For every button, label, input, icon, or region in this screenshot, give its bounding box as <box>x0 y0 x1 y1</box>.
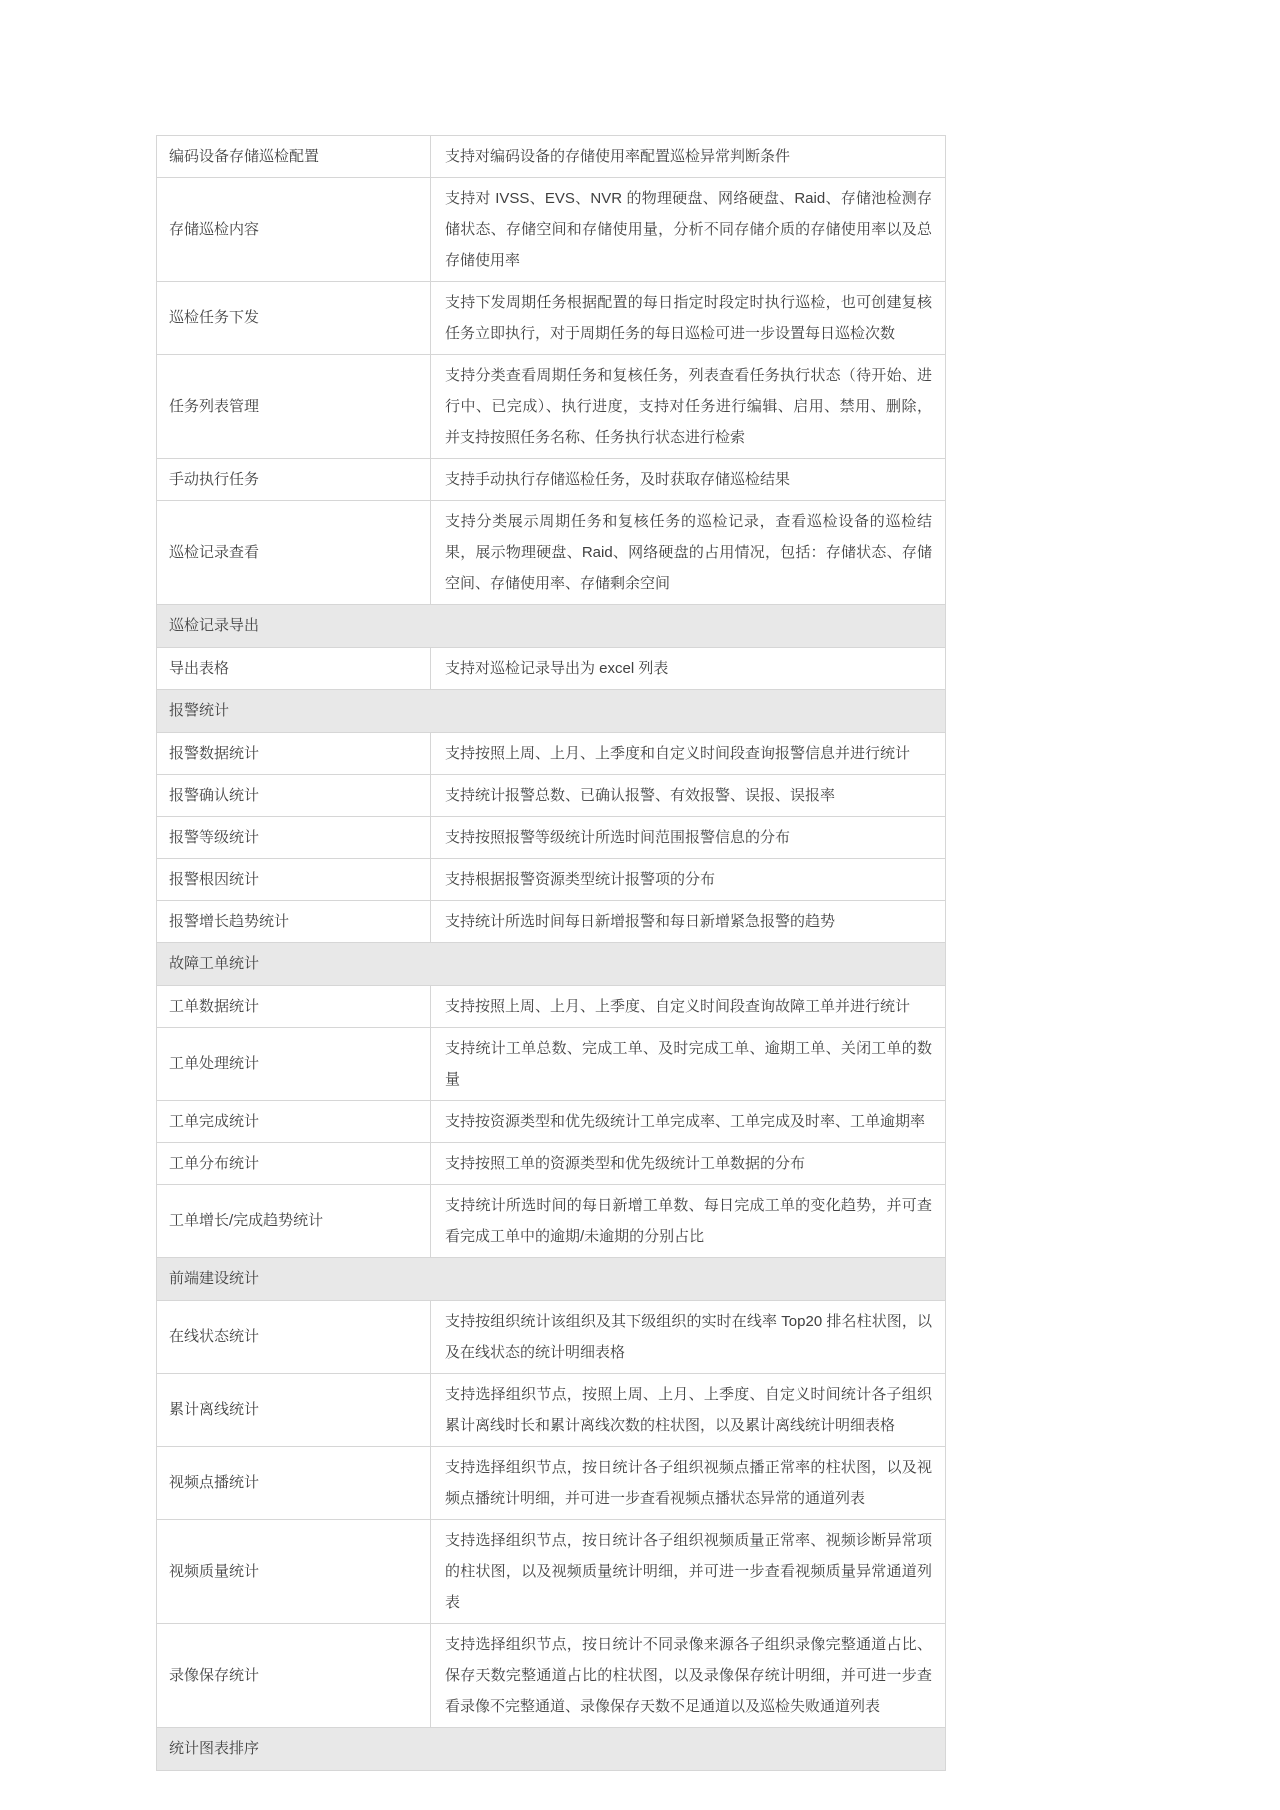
feature-spec-table <box>156 135 946 1771</box>
feature-desc-cell: 支持统计工单总数、完成工单、及时完成工单、逾期工单、关闭工单的数量 <box>431 1028 946 1101</box>
feature-name-cell: 导出表格 <box>157 648 431 690</box>
table-row <box>157 459 946 501</box>
table-row <box>157 986 946 1028</box>
feature-desc-cell: 支持统计所选时间的每日新增工单数、每日完成工单的变化趋势，并可查看完成工单中的逾期/未逾期的分别占比 <box>431 1185 946 1258</box>
feature-desc-cell: 支持按照上周、上月、上季度和自定义时间段查询报警信息并进行统计 <box>431 733 946 775</box>
table-row <box>157 817 946 859</box>
feature-name-cell: 报警确认统计 <box>157 775 431 817</box>
table-row <box>157 859 946 901</box>
feature-name-cell: 视频点播统计 <box>157 1447 431 1520</box>
table-row <box>157 733 946 775</box>
feature-desc-cell: 支持对 IVSS、EVS、NVR 的物理硬盘、网络硬盘、Raid、存储池检测存储状态、存储空间和存储使用量，分析不同存储介质的存储使用率以及总存储使用率 <box>431 178 946 282</box>
feature-desc-cell: 支持按照报警等级统计所选时间范围报警信息的分布 <box>431 817 946 859</box>
feature-name-cell: 工单分布统计 <box>157 1143 431 1185</box>
feature-spec-table-body <box>157 136 946 1771</box>
table-row <box>157 901 946 943</box>
table-row <box>157 178 946 282</box>
feature-desc-cell: 支持对巡检记录导出为 excel 列表 <box>431 648 946 690</box>
table-row <box>157 1143 946 1185</box>
feature-desc-cell: 支持选择组织节点，按日统计各子组织视频质量正常率、视频诊断异常项的柱状图，以及视频质量统计明细，并可进一步查看视频质量异常通道列表 <box>431 1520 946 1624</box>
section-row <box>157 943 946 986</box>
feature-desc-cell: 支持选择组织节点，按照上周、上月、上季度、自定义时间统计各子组织累计离线时长和累计离线次数的柱状图，以及累计离线统计明细表格 <box>431 1374 946 1447</box>
table-row <box>157 1101 946 1143</box>
feature-desc-cell: 支持按组织统计该组织及其下级组织的实时在线率 Top20 排名柱状图，以及在线状态的统计明细表格 <box>431 1301 946 1374</box>
feature-desc-cell: 支持按照上周、上月、上季度、自定义时间段查询故障工单并进行统计 <box>431 986 946 1028</box>
feature-name-cell: 工单数据统计 <box>157 986 431 1028</box>
table-row <box>157 136 946 178</box>
table-row <box>157 1185 946 1258</box>
feature-name-cell: 报警增长趋势统计 <box>157 901 431 943</box>
feature-desc-cell: 支持选择组织节点，按日统计不同录像来源各子组织录像完整通道占比、保存天数完整通道占比的柱状图，以及录像保存统计明细，并可进一步查看录像不完整通道、录像保存天数不足通道以及巡检失败通道列表 <box>431 1624 946 1728</box>
feature-name-cell: 存储巡检内容 <box>157 178 431 282</box>
feature-name-cell: 任务列表管理 <box>157 355 431 459</box>
table-row <box>157 1520 946 1624</box>
feature-name-cell: 录像保存统计 <box>157 1624 431 1728</box>
feature-name-cell: 在线状态统计 <box>157 1301 431 1374</box>
table-row <box>157 1301 946 1374</box>
table-row <box>157 775 946 817</box>
table-row <box>157 648 946 690</box>
section-header-label: 前端建设统计 <box>157 1258 946 1301</box>
feature-name-cell: 巡检任务下发 <box>157 282 431 355</box>
feature-desc-cell: 支持手动执行存储巡检任务，及时获取存储巡检结果 <box>431 459 946 501</box>
feature-name-cell: 报警等级统计 <box>157 817 431 859</box>
feature-desc-cell: 支持下发周期任务根据配置的每日指定时段定时执行巡检，也可创建复核任务立即执行，对于周期任务的每日巡检可进一步设置每日巡检次数 <box>431 282 946 355</box>
section-row <box>157 1258 946 1301</box>
table-row <box>157 355 946 459</box>
section-header-label: 报警统计 <box>157 690 946 733</box>
feature-desc-cell: 支持分类展示周期任务和复核任务的巡检记录，查看巡检设备的巡检结果，展示物理硬盘、Raid、网络硬盘的占用情况，包括：存储状态、存储空间、存储使用率、存储剩余空间 <box>431 501 946 605</box>
section-header-label: 故障工单统计 <box>157 943 946 986</box>
feature-name-cell: 工单处理统计 <box>157 1028 431 1101</box>
feature-desc-cell: 支持按资源类型和优先级统计工单完成率、工单完成及时率、工单逾期率 <box>431 1101 946 1143</box>
table-row <box>157 1374 946 1447</box>
section-row <box>157 1728 946 1771</box>
table-row <box>157 282 946 355</box>
section-header-label: 统计图表排序 <box>157 1728 946 1771</box>
table-row <box>157 1624 946 1728</box>
feature-name-cell: 视频质量统计 <box>157 1520 431 1624</box>
feature-name-cell: 巡检记录查看 <box>157 501 431 605</box>
table-row <box>157 1447 946 1520</box>
feature-name-cell: 累计离线统计 <box>157 1374 431 1447</box>
feature-name-cell: 手动执行任务 <box>157 459 431 501</box>
feature-desc-cell: 支持选择组织节点，按日统计各子组织视频点播正常率的柱状图，以及视频点播统计明细，并可进一步查看视频点播状态异常的通道列表 <box>431 1447 946 1520</box>
table-row <box>157 501 946 605</box>
feature-desc-cell: 支持统计报警总数、已确认报警、有效报警、误报、误报率 <box>431 775 946 817</box>
feature-name-cell: 工单增长/完成趋势统计 <box>157 1185 431 1258</box>
feature-name-cell: 工单完成统计 <box>157 1101 431 1143</box>
feature-name-cell: 编码设备存储巡检配置 <box>157 136 431 178</box>
feature-name-cell: 报警根因统计 <box>157 859 431 901</box>
feature-desc-cell: 支持统计所选时间每日新增报警和每日新增紧急报警的趋势 <box>431 901 946 943</box>
feature-desc-cell: 支持分类查看周期任务和复核任务，列表查看任务执行状态（待开始、进行中、已完成）、执行进度，支持对任务进行编辑、启用、禁用、删除，并支持按照任务名称、任务执行状态进行检索 <box>431 355 946 459</box>
section-row <box>157 690 946 733</box>
feature-desc-cell: 支持对编码设备的存储使用率配置巡检异常判断条件 <box>431 136 946 178</box>
feature-desc-cell: 支持根据报警资源类型统计报警项的分布 <box>431 859 946 901</box>
table-row <box>157 1028 946 1101</box>
feature-name-cell: 报警数据统计 <box>157 733 431 775</box>
section-header-label: 巡检记录导出 <box>157 605 946 648</box>
feature-desc-cell: 支持按照工单的资源类型和优先级统计工单数据的分布 <box>431 1143 946 1185</box>
section-row <box>157 605 946 648</box>
